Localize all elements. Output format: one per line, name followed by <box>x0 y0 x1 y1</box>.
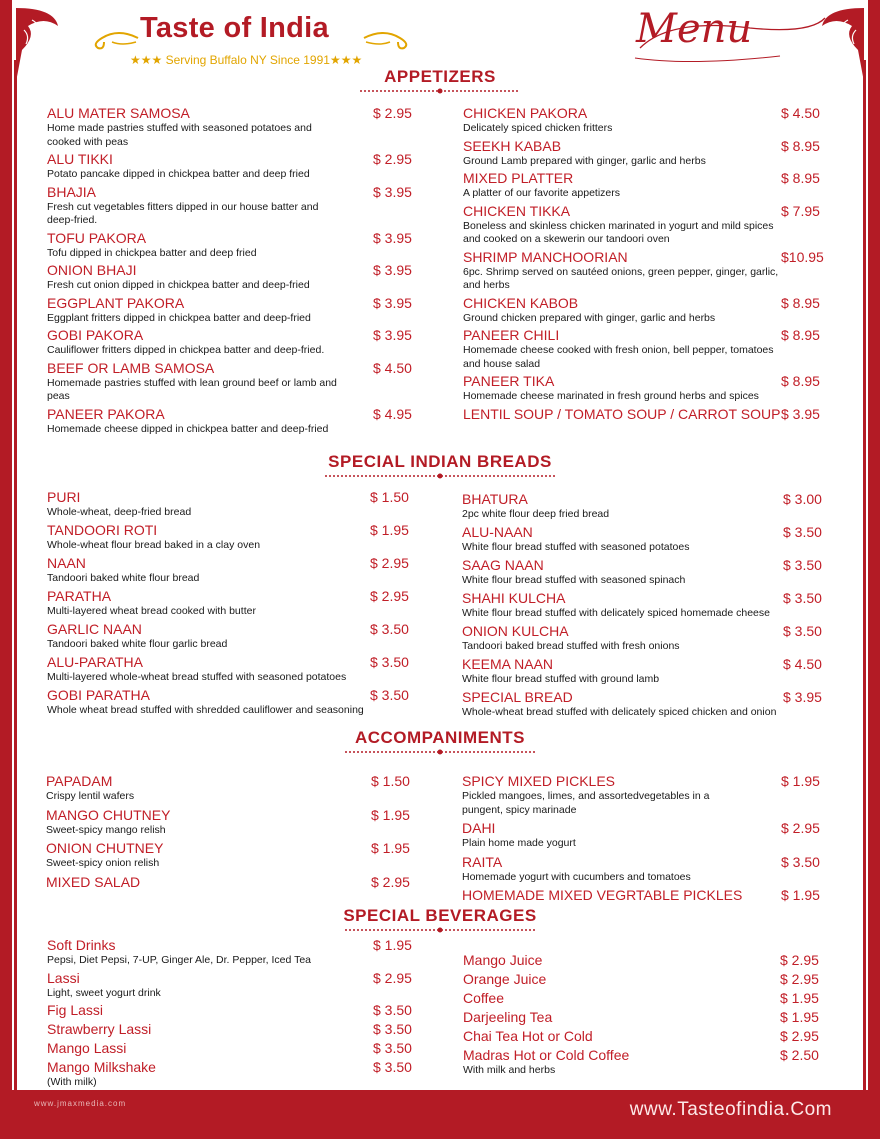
menu-item-price: $ 3.50 <box>783 623 822 639</box>
menu-item-price: $ 8.95 <box>781 170 820 186</box>
menu-item-mixed-salad <box>46 873 420 891</box>
menu-item-beef-or-lamb-samosa <box>47 359 422 404</box>
menu-item-onion-kulcha <box>462 622 828 654</box>
menu-item-name: Darjeeling Tea <box>463 1009 553 1025</box>
menu-item-price: $ 2.95 <box>781 820 820 836</box>
menu-item-coffee <box>463 989 828 1007</box>
menu-item-price: $ 1.95 <box>373 937 412 953</box>
menu-item-description: (With milk) <box>47 1076 97 1088</box>
menu-item-price: $ 3.95 <box>373 262 412 278</box>
menu-item-name: PANEER TIKA <box>463 373 555 389</box>
menu-item-tandoori-roti <box>47 521 422 553</box>
menu-item-description: Whole wheat bread stuffed with shredded cauliflower and seasoning <box>47 704 364 716</box>
menu-item-description: Homemade cheese dipped in chickpea batter and deep-fried <box>47 422 329 435</box>
menu-item-description: Ground chicken prepared with ginger, garlic and herbs <box>463 311 716 324</box>
menu-item-description: White flour bread stuffed with seasoned spinach <box>462 574 686 586</box>
section-title-accompaniments: ACCOMPANIMENTS <box>354 728 526 747</box>
menu-item-alu-naan <box>462 523 828 555</box>
menu-item-price: $ 2.95 <box>371 873 410 890</box>
menu-item-alu-paratha <box>47 653 422 685</box>
menu-item-price: $ 3.50 <box>373 1059 412 1075</box>
menu-item-paratha <box>47 587 422 619</box>
menu-item-name: Soft Drinks <box>47 937 116 953</box>
menu-item-price: $ 2.50 <box>780 1047 819 1063</box>
menu-item-description: Multi-layered whole-wheat bread stuffed with seasoned potatoes <box>47 671 347 683</box>
menu-item-description: Fresh cut onion dipped in chickpea batter and deep-fried <box>47 279 310 291</box>
menu-item-name: SHRIMP MANCHOORIAN <box>463 248 628 265</box>
menu-item-price: $ 3.95 <box>373 229 412 246</box>
menu-item-paneer-pakora <box>47 405 422 437</box>
menu-item-price: $ 1.50 <box>370 489 409 505</box>
menu-item-description: Sweet-spicy mango relish <box>46 823 166 836</box>
menu-item-name: Chai Tea Hot or Cold <box>463 1028 593 1044</box>
menu-item-description: Tandoori baked bread stuffed with fresh onions <box>462 640 680 652</box>
gold-swirl-right-icon <box>362 20 414 50</box>
menu-item-price: $ 4.50 <box>373 359 412 376</box>
section-title-appetizers: APPETIZERS <box>384 67 496 86</box>
menu-item-strawberry-lassi <box>47 1020 420 1038</box>
section-title-breads: SPECIAL INDIAN BREADS <box>328 452 552 471</box>
menu-item-onion-chutney <box>46 839 420 871</box>
menu-item-price: $ 3.95 <box>373 327 412 343</box>
menu-item-description: White flour bread stuffed with ground lamb <box>462 673 660 685</box>
menu-item-price: $ 8.95 <box>781 373 820 389</box>
menu-item-name: Strawberry Lassi <box>47 1021 152 1037</box>
menu-item-price: $ 3.50 <box>783 557 822 573</box>
menu-item-description: White flour bread stuffed with delicately spiced homemade cheese <box>462 607 770 619</box>
menu-item-price: $ 3.95 <box>373 294 412 311</box>
menu-item-price: $ 8.95 <box>781 137 820 154</box>
menu-item-name: NAAN <box>47 555 86 571</box>
menu-item-eggplant-pakora <box>47 294 422 326</box>
menu-item-name: PARATHA <box>47 588 112 604</box>
frame-inner-line-right <box>863 60 866 1090</box>
menu-item-description: Pickled mangoes, limes, and assortedvegetables in a pungent, spicy marinade <box>462 790 710 816</box>
menu-item-description: Homemade pastries stuffed with lean ground beef or lamb and peas <box>47 376 337 402</box>
menu-item-price: $10.95 <box>781 248 824 265</box>
menu-item-papadam <box>46 772 420 804</box>
menu-item-price: $ 1.95 <box>370 522 409 538</box>
accompaniments-left-column <box>46 772 420 893</box>
menu-item-description: 2pc white flour deep fried bread <box>462 508 610 520</box>
menu-item-name: HOMEMADE MIXED VEGRTABLE PICKLES <box>462 887 743 903</box>
menu-item-price: $ 3.50 <box>373 1002 412 1018</box>
menu-item-description: Multi-layered wheat bread cooked with butter <box>47 605 256 617</box>
menu-item-mango-lassi <box>47 1039 420 1057</box>
menu-item-name: BHATURA <box>462 491 528 507</box>
section-divider <box>0 927 880 933</box>
menu-item-description: Homemade yogurt with cucumbers and tomatoes <box>462 870 691 883</box>
menu-item-description: Plain home made yogurt <box>462 837 576 849</box>
menu-item-price: $ 1.95 <box>781 773 820 789</box>
menu-item-description: Whole-wheat flour bread baked in a clay oven <box>47 539 261 551</box>
menu-item-chai-tea-hot-or-cold <box>463 1027 828 1045</box>
menu-item-chicken-tikka <box>463 202 828 247</box>
menu-item-description: Homemade cheese marinated in fresh ground herbs and spices <box>463 390 759 402</box>
menu-item-saag-naan <box>462 556 828 588</box>
menu-item-description: Whole-wheat bread stuffed with delicately spiced chicken and onion <box>462 706 777 718</box>
tagline: ★★★ Serving Buffalo NY Since 1991★★★ <box>130 53 363 67</box>
menu-item-name: CHICKEN TIKKA <box>463 202 571 219</box>
menu-item-name: SPECIAL BREAD <box>462 689 573 705</box>
footer-credit: www.jmaxmedia.com <box>34 1099 127 1108</box>
menu-item-name: Lassi <box>47 969 80 986</box>
menu-item-description: Tandoori baked white flour garlic bread <box>47 638 228 650</box>
menu-item-name: ALU MATER SAMOSA <box>47 105 190 121</box>
menu-item-name: SHAHI KULCHA <box>462 590 566 606</box>
menu-item-name: EGGPLANT PAKORA <box>47 294 185 311</box>
menu-item-garlic-naan <box>47 620 422 652</box>
menu-item-shrimp-manchoorian <box>463 248 828 293</box>
menu-item-price: $ 4.50 <box>781 105 820 121</box>
menu-item-description: Potato pancake dipped in chickpea batter and deep fried <box>47 168 310 180</box>
menu-item-price: $ 3.00 <box>783 491 822 507</box>
appetizers-right-column <box>463 104 828 424</box>
menu-item-alu-mater-samosa <box>47 104 422 149</box>
menu-item-price: $ 8.95 <box>781 327 820 343</box>
menu-item-price: $ 3.95 <box>373 183 412 200</box>
menu-item-price: $ 2.95 <box>373 151 412 167</box>
menu-item-name: SPICY MIXED PICKLES <box>462 773 616 789</box>
menu-item-description: Ground Lamb prepared with ginger, garlic and herbs <box>463 154 706 167</box>
menu-item-price: $ 3.50 <box>370 654 409 670</box>
gold-swirl-left-icon <box>88 20 140 50</box>
menu-item-price: $ 2.95 <box>370 555 409 571</box>
section-divider <box>0 473 880 479</box>
menu-item-description: 6pc. Shrimp served on sautéed onions, green pepper, ginger, garlic, and herbs <box>463 265 779 291</box>
menu-item-price: $ 2.95 <box>780 1028 819 1044</box>
menu-item-dahi <box>462 819 828 851</box>
menu-item-description: Sweet-spicy onion relish <box>46 857 160 869</box>
menu-item-price: $ 2.95 <box>373 105 412 121</box>
menu-item-description: Tandoori baked white flour bread <box>47 572 200 584</box>
beverages-left-column <box>47 936 420 1091</box>
restaurant-name: Taste of India <box>140 12 329 44</box>
menu-item-price: $ 1.95 <box>780 990 819 1006</box>
menu-item-name: ONION KULCHA <box>462 623 569 639</box>
menu-item-price: $ 2.95 <box>370 588 409 604</box>
menu-item-name: Mango Lassi <box>47 1040 127 1056</box>
menu-item-name: Coffee <box>463 990 504 1006</box>
menu-item-naan <box>47 554 422 586</box>
menu-item-mixed-platter <box>463 169 828 201</box>
menu-item-fig-lassi <box>47 1001 420 1019</box>
menu-item-price: $ 3.50 <box>370 687 409 703</box>
menu-item-description: Pepsi, Diet Pepsi, 7-UP, Ginger Ale, Dr. Pepper, Iced Tea <box>47 954 312 966</box>
menu-item-description: Cauliflower fritters dipped in chickpea batter and deep-fried. <box>47 344 325 356</box>
appetizers-left-column <box>47 104 422 437</box>
menu-item-name: ALU-NAAN <box>462 524 533 540</box>
menu-item-name: CHICKEN KABOB <box>463 294 579 311</box>
menu-item-name: GOBI PARATHA <box>47 687 150 703</box>
menu-item-name: BHAJIA <box>47 183 97 200</box>
menu-item-price: $ 2.95 <box>373 969 412 986</box>
menu-item-paneer-chili <box>463 326 828 371</box>
dotted-divider-icon <box>345 749 535 755</box>
accompaniments-right-column <box>462 772 828 906</box>
menu-item-tofu-pakora <box>47 229 422 261</box>
menu-item-madras-hot-or-cold-coffee <box>463 1046 828 1078</box>
menu-item-description: Home made pastries stuffed with seasoned potatoes and cooked with peas <box>47 122 312 148</box>
menu-item-name: ONION CHUTNEY <box>46 840 164 856</box>
menu-item-description: Light, sweet yogurt drink <box>47 986 161 999</box>
frame-border-left <box>0 0 12 1139</box>
beverages-right-column <box>463 951 828 1079</box>
menu-item-name: Fig Lassi <box>47 1002 104 1018</box>
menu-item-price: $ 3.50 <box>783 590 822 606</box>
menu-item-price: $ 8.95 <box>781 294 820 311</box>
menu-item-description: Tofu dipped in chickpea batter and deep fried <box>47 246 257 259</box>
menu-item-mango-milkshake <box>47 1058 420 1090</box>
menu-item-mango-juice <box>463 951 828 969</box>
menu-item-name: RAITA <box>462 853 503 870</box>
menu-item-name: ALU TIKKI <box>47 151 113 167</box>
menu-item-description: With milk and herbs <box>463 1064 556 1076</box>
frame-border-right <box>868 0 880 1139</box>
menu-item-description: Fresh cut vegetables fitters dipped in our house batter and deep-fried. <box>47 200 319 226</box>
menu-item-paneer-tika <box>463 372 828 404</box>
menu-item-price: $ 2.95 <box>780 952 819 968</box>
menu-item-price: $ 7.95 <box>781 202 820 219</box>
menu-item-price: $ 4.95 <box>373 405 412 422</box>
menu-item-description: A platter of our favorite appetizers <box>463 187 621 199</box>
menu-item-seekh-kabab <box>463 137 828 169</box>
menu-item-price: $ 1.95 <box>780 1009 819 1025</box>
menu-item-description: Crispy lentil wafers <box>46 790 135 802</box>
menu-item-name: GARLIC NAAN <box>47 621 142 637</box>
menu-item-name: ALU-PARATHA <box>47 654 143 670</box>
menu-item-price: $ 1.95 <box>371 806 410 823</box>
menu-item-bhajia <box>47 183 422 228</box>
menu-item-name: CHICKEN PAKORA <box>463 105 588 121</box>
menu-item-name: TANDOORI ROTI <box>47 522 158 538</box>
menu-item-bhatura <box>462 490 828 522</box>
menu-item-puri <box>47 488 422 520</box>
menu-item-keema-naan <box>462 655 828 687</box>
menu-item-name: GOBI PAKORA <box>47 327 144 343</box>
menu-item-name: MIXED SALAD <box>46 873 141 890</box>
dotted-divider-icon <box>325 473 555 479</box>
menu-item-description: White flour bread stuffed with seasoned potatoes <box>462 541 690 553</box>
menu-item-name: LENTIL SOUP / TOMATO SOUP / CARROT SOUP <box>463 405 781 422</box>
menu-item-price: $ 2.95 <box>780 971 819 987</box>
menu-item-price: $ 3.50 <box>781 853 820 870</box>
menu-item-name: MANGO CHUTNEY <box>46 806 171 823</box>
frame-inner-line-left <box>14 60 17 1090</box>
menu-item-description: Eggplant fritters dipped in chickpea batter and deep-fried <box>47 311 311 324</box>
menu-item-chicken-kabob <box>463 294 828 326</box>
menu-item-lassi <box>47 969 420 1001</box>
dotted-divider-icon <box>345 927 535 933</box>
menu-item-price: $ 1.50 <box>371 773 410 789</box>
menu-heading: Menu <box>636 6 753 52</box>
menu-item-name: TOFU PAKORA <box>47 229 147 246</box>
menu-item-name: ONION BHAJI <box>47 262 137 278</box>
menu-item-spicy-mixed-pickles <box>462 772 828 817</box>
menu-item-onion-bhaji <box>47 261 422 293</box>
menu-item-raita <box>462 853 828 885</box>
menu-item-name: Orange Juice <box>463 971 547 987</box>
section-divider <box>0 749 880 755</box>
menu-item-lentil-soup-tomato-soup-carrot-soup <box>463 405 828 423</box>
menu-item-name: KEEMA NAAN <box>462 656 554 672</box>
menu-item-price: $ 3.50 <box>373 1040 412 1056</box>
menu-item-name: SEEKH KABAB <box>463 137 562 154</box>
breads-right-column <box>462 490 828 721</box>
menu-item-description: Delicately spiced chicken fritters <box>463 122 613 134</box>
menu-item-description: Boneless and skinless chicken marinated in yogurt and mild spices and cooked on a skewerin our tandoori oven <box>463 219 774 245</box>
menu-item-price: $ 1.95 <box>371 840 410 856</box>
menu-item-description: Homemade cheese cooked with fresh onion, bell pepper, tomatoes and house salad <box>463 344 774 370</box>
menu-item-price: $ 3.50 <box>783 524 822 540</box>
menu-item-name: PAPADAM <box>46 773 113 789</box>
menu-item-soft-drinks <box>47 936 420 968</box>
menu-item-price: $ 3.95 <box>783 689 822 705</box>
menu-item-price: $ 4.50 <box>783 656 822 672</box>
dotted-divider-icon <box>360 88 520 94</box>
menu-item-mango-chutney <box>46 806 420 838</box>
menu-item-name: PANEER CHILI <box>463 327 560 343</box>
menu-item-special-bread <box>462 688 828 720</box>
menu-item-price: $ 3.50 <box>373 1021 412 1037</box>
menu-item-price: $ 3.95 <box>781 405 820 422</box>
menu-item-name: SAAG NAAN <box>462 557 544 573</box>
breads-left-column <box>47 488 422 719</box>
menu-item-gobi-pakora <box>47 326 422 358</box>
menu-item-darjeeling-tea <box>463 1008 828 1026</box>
menu-item-description: Whole-wheat, deep-fried bread <box>47 506 192 518</box>
menu-item-name: Mango Milkshake <box>47 1059 156 1075</box>
menu-item-name: Madras Hot or Cold Coffee <box>463 1047 630 1063</box>
menu-item-price: $ 1.95 <box>781 887 820 903</box>
menu-item-chicken-pakora <box>463 104 828 136</box>
menu-item-shahi-kulcha <box>462 589 828 621</box>
menu-item-name: DAHI <box>462 820 496 836</box>
menu-item-orange-juice <box>463 970 828 988</box>
menu-item-name: Mango Juice <box>463 952 543 968</box>
menu-item-name: MIXED PLATTER <box>463 170 574 186</box>
section-title-beverages: SPECIAL BEVERAGES <box>343 906 537 925</box>
menu-item-name: PURI <box>47 489 81 505</box>
footer-website-link[interactable]: www.Tasteofindia.Com <box>629 1099 832 1120</box>
menu-item-name: PANEER PAKORA <box>47 405 165 422</box>
menu-item-alu-tikki <box>47 150 422 182</box>
section-divider <box>0 88 880 94</box>
menu-item-price: $ 3.50 <box>370 621 409 637</box>
menu-item-homemade-mixed-vegrtable-pickles <box>462 886 828 904</box>
menu-item-gobi-paratha <box>47 686 422 718</box>
menu-item-name: BEEF OR LAMB SAMOSA <box>47 359 215 376</box>
